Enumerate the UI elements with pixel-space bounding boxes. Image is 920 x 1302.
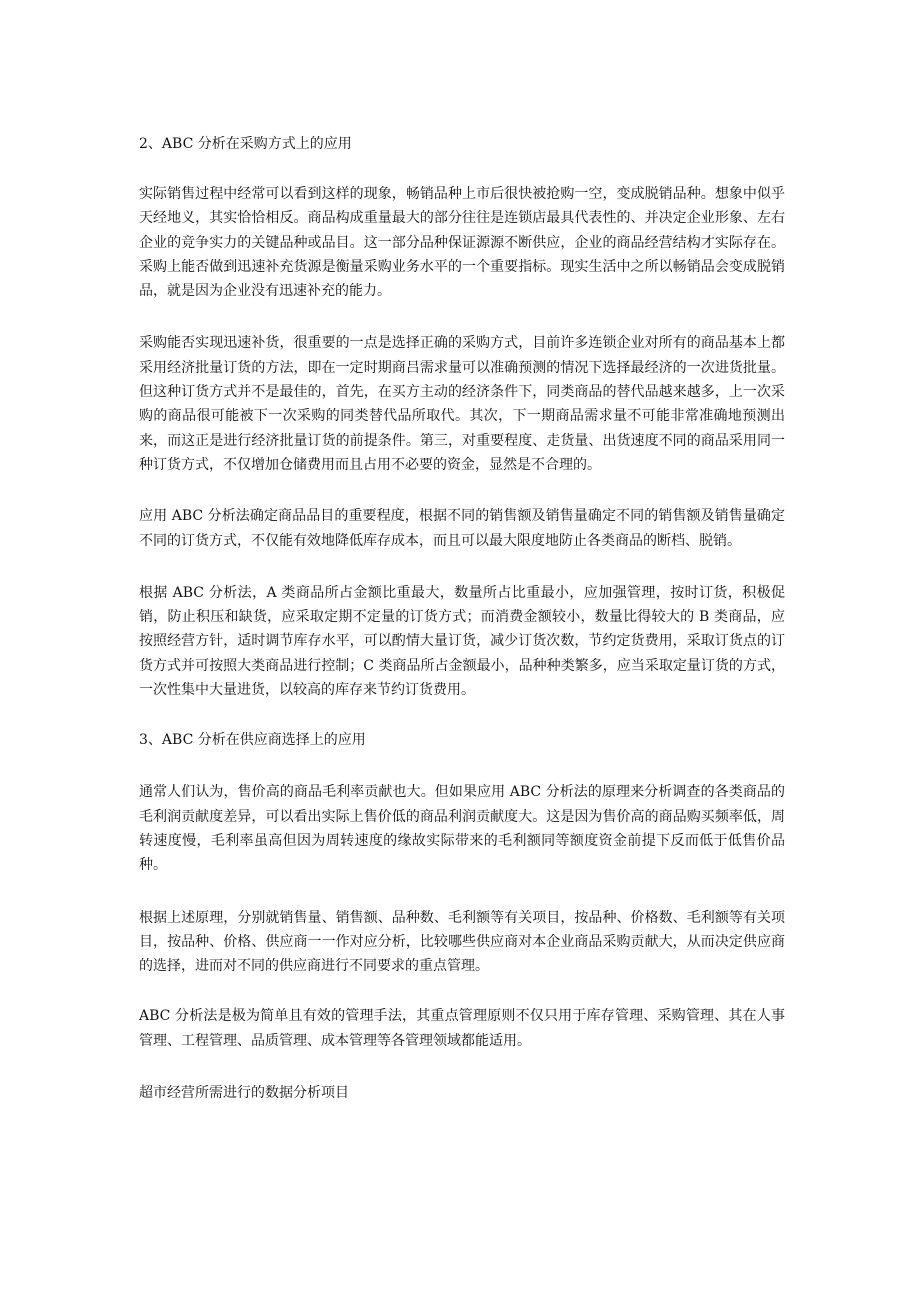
section-3-title: 3、ABC 分析在供应商选择上的应用 bbox=[139, 732, 366, 749]
section-2-title: 2、ABC 分析在采购方式上的应用 bbox=[139, 136, 352, 152]
document-page bbox=[139, 132, 785, 1105]
section-3-paragraph-1: 通常人们认为，售价高的商品毛利率贡献也大。但如果应用 ABC 分析法的原理来分析调查的各类商品的毛利润贡献度差异，可以看出实际上售价低的商品利润贡献度大。这是因为售价高的商品购买频率低，周转速度慢，毛利率虽高但因为周转速度的缘故实际带来的毛利额同等额度资金前提下反而低于低售价品种。 bbox=[139, 784, 785, 874]
section-2-paragraph-2: 采购能否实现迅速补货，很重要的一点是选择正确的采购方式，目前许多连锁企业对所有的商品基本上都采用经济批量订货的方法，即在一定时期商吕需求量可以准确预测的情况下选择最经济的一次进货批量。但这种订货方式并不是最佳的，首先，在买方主动的经济条件下，同类商品的替代品越来越多，上一次采购的商品很可能被下一次采购的同类替代品所取代。其次，下一期商品需求量不可能非常准确地预测出来，而这正是进行经济批量订货的前提条件。第三，对重要程度、走货量、出货速度不同的商品采用同一种订货方式，不仅增加仓储费用而且占用不必要的资金，显然是不合理的。 bbox=[139, 335, 785, 473]
section-2-paragraph-3: 应用 ABC 分析法确定商品品目的重要程度，根据不同的销售额及销售量确定不同的销售额及销售量确定不同的订货方式，不仅能有效地降低库存成本，而且可以最大限度地防止各类商品的断档、脱销。 bbox=[139, 508, 785, 549]
section-2-paragraph-4: 根据 ABC 分析法，A 类商品所占金额比重最大，数量所占比重最小，应加强管理，按时订货，积极促销，防止积压和缺货，应采取定期不定量的订货方式；而消费金额较小，数量比得较大的 B 类商品，应按照经营方针，适时调节库存水平，可以酌情大量订货，减少订货次数，节约定货费用，采取订货点的订货方式并可按照大类商品进行控制；C 类商品所占金额最小，品种种类繁多，应当采取定量订货的方式，一次性集中大量进货，以较高的库存来节约订货费用。 bbox=[139, 584, 785, 699]
section-3-paragraph-2: 根据上述原理，分别就销售量、销售额、品种数、毛利额等有关项目，按品种、价格数、毛利额等有关项目，按品种、价格、供应商一一作对应分析，比较哪些供应商对本企业商品采购贡献大，从而决定供应商的选择，进而对不同的供应商进行不同要求的重点管理。 bbox=[139, 909, 785, 975]
section-2-paragraph-1: 实际销售过程中经常可以看到这样的现象，畅销品种上市后很快被抢购一空，变成脱销品种。想象中似乎天经地义，其实恰恰相反。商品构成重量最大的部分往往是连锁店最具代表性的、并决定企业形象、左右企业的竞争实力的关键品种或品目。这一部分品种保证源源不断供应，企业的商品经营结构才实际存在。采购上能否做到迅速补充货源是衡量采购业务水平的一个重要指标。现实生活中之所以畅销品会变成脱销品，就是因为企业没有迅速补充的能力。 bbox=[139, 186, 785, 300]
closing-heading: 超市经营所需进行的数据分析项目 bbox=[139, 1085, 349, 1102]
section-3-paragraph-3: ABC 分析法是极为简单且有效的管理手法，其重点管理原则不仅只用于库存管理、采购管理、其在人事管理、工程管理、品质管理、成本管理等各管理领域都能适用。 bbox=[139, 1008, 785, 1049]
